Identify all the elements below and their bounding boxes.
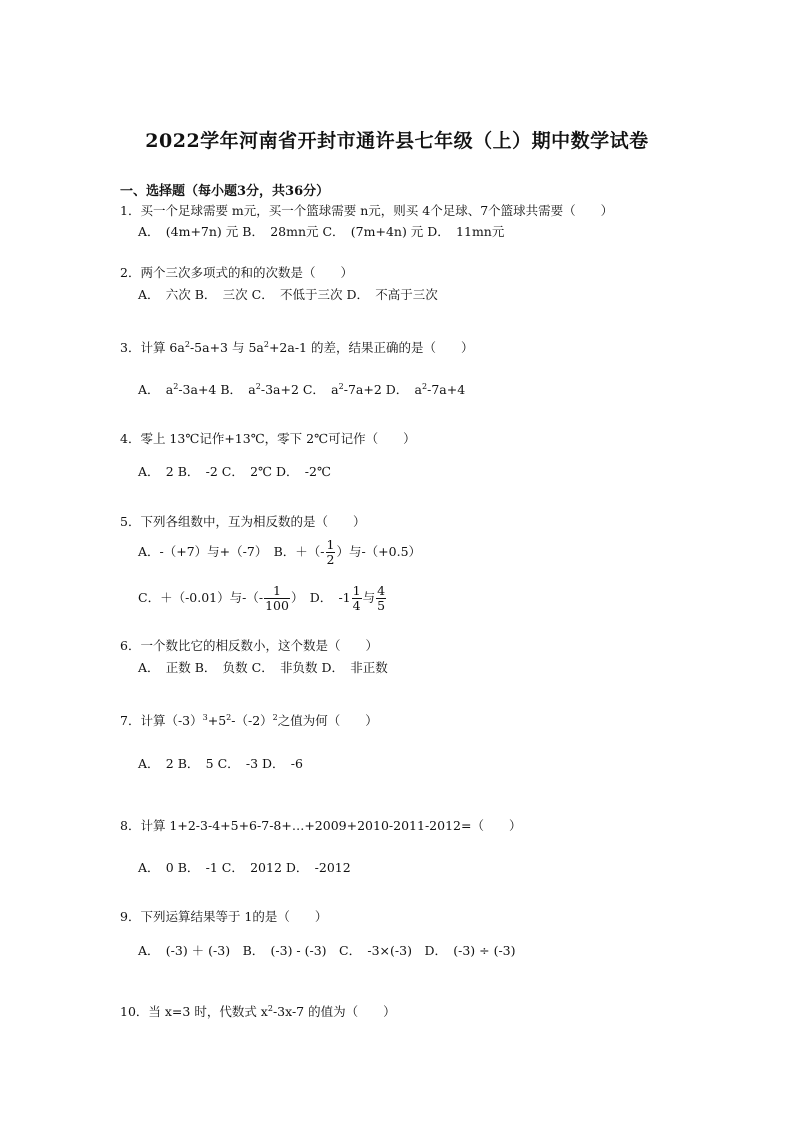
question-7-options: A． 2 B． 5 C． -3 D． -6 [138, 756, 303, 771]
q5-option-d-numerator-2: 4 [377, 583, 386, 598]
q3-option-d: -7a+2 D． a [343, 382, 422, 397]
question-5-options-ab [138, 538, 421, 567]
question-3-options [138, 382, 465, 398]
q5-option-d-and: 与 [362, 590, 376, 605]
q7-stem-exponent-2: 2 [226, 713, 232, 722]
question-6-options: A． 正数 B． 负数 C． 非负数 D． 非正数 [138, 660, 388, 675]
q5-option-ab-pre: A．-（+7）与+（-7） B．＋（- [138, 544, 325, 559]
q7-stem-mid: +5 [207, 713, 227, 728]
q3-option-b: -3a+4 B． a [178, 382, 256, 397]
q5-option-cd-pre: C．＋（-0.01）与-（- [138, 590, 264, 605]
q5-option-c-numerator: 1 [264, 584, 290, 599]
question-4-stem: 4．零上 13℃记作+13℃，零下 2℃可记作（ ） [120, 431, 416, 446]
question-1-stem: 1．买一个足球需要 m元，买一个篮球需要 n元，则买 4个足球、7个篮球共需要（ ） [120, 203, 614, 218]
question-2-stem: 2．两个三次多项式的和的次数是（ ） [120, 265, 353, 280]
q3-option-d-tail: -7a+4 [427, 382, 466, 397]
q7-stem-exponent-1: 3 [202, 713, 208, 722]
q10-stem-post: -3x-7 的值为（ ） [272, 1004, 396, 1019]
q10-stem-exponent: 2 [267, 1004, 273, 1013]
q5-option-d-numerator-1: 1 [352, 583, 361, 598]
q3-option-c-exponent: 2 [338, 382, 344, 391]
q5-option-b-denominator: 2 [326, 552, 335, 567]
q3-stem-mid: -5a+3 与 5a [189, 340, 264, 355]
q5-option-c-denominator: 100 [265, 598, 289, 613]
q3-option-d-exponent: 2 [422, 382, 428, 391]
question-8-options: A． 0 B． -1 C． 2012 D． -2012 [138, 860, 351, 875]
q3-stem-exponent-1: 2 [184, 340, 190, 349]
section-heading: 一、选择题（每小题3分，共36分） [120, 184, 330, 199]
q3-stem-exponent-2: 2 [263, 340, 269, 349]
q3-option-a: A． a [138, 382, 174, 397]
q5-option-ab-post: ）与-（+0.5） [336, 544, 422, 559]
q7-stem-mid2: -（-2） [231, 713, 273, 728]
q5-option-cd-mid: ） D． -1 [290, 590, 351, 605]
q5-option-d-denominator-1: 4 [352, 598, 361, 613]
q5-option-d-fraction-2 [376, 584, 386, 613]
q5-option-c-fraction [264, 584, 290, 613]
question-7-stem [120, 713, 378, 729]
q5-option-d-fraction-1 [352, 584, 362, 613]
q7-stem-pre: 7．计算（-3） [120, 713, 203, 728]
question-2-options: A． 六次 B． 三次 C． 不低于三次 D． 不高于三次 [138, 287, 438, 302]
question-1-options: A． (4m+7n) 元 B． 28mn元 C． (7m+4n) 元 D． 11mn元 [138, 224, 505, 239]
q3-stem-pre: 3．计算 6a [120, 340, 185, 355]
q5-option-b-fraction [326, 538, 336, 567]
question-10-stem [120, 1004, 396, 1020]
q3-option-b-exponent: 2 [255, 382, 261, 391]
question-9-options: A． (-3) ＋ (-3) B． (-3) - (-3) C． -3×(-3) D． (-3) ÷ (-3) [138, 943, 516, 958]
question-3-stem [120, 340, 473, 356]
question-9-stem: 9．下列运算结果等于 1的是（ ） [120, 909, 328, 924]
exam-title: 2022学年河南省开封市通许县七年级（上）期中数学试卷 [145, 130, 649, 152]
question-8-stem: 8．计算 1+2-3-4+5+6-7-8+…+2009+2010-2011-2012=（ ） [120, 818, 522, 833]
question-5-stem: 5．下列各组数中，互为相反数的是（ ） [120, 514, 366, 529]
q3-option-c: -3a+2 C． a [260, 382, 339, 397]
q5-option-b-numerator: 1 [326, 537, 335, 552]
q3-stem-post: +2a-1 的差，结果正确的是（ ） [268, 340, 474, 355]
q7-stem-exponent-3: 2 [272, 713, 278, 722]
q10-stem-pre: 10．当 x=3 时，代数式 x [120, 1004, 268, 1019]
q3-option-a-exponent: 2 [173, 382, 179, 391]
q5-option-d-denominator-2: 5 [377, 598, 386, 613]
question-4-options: A． 2 B． -2 C． 2℃ D． -2℃ [138, 464, 331, 479]
q7-stem-post: 之值为何（ ） [277, 713, 378, 728]
question-5-options-cd [138, 584, 387, 613]
question-6-stem: 6．一个数比它的相反数小，这个数是（ ） [120, 638, 378, 653]
